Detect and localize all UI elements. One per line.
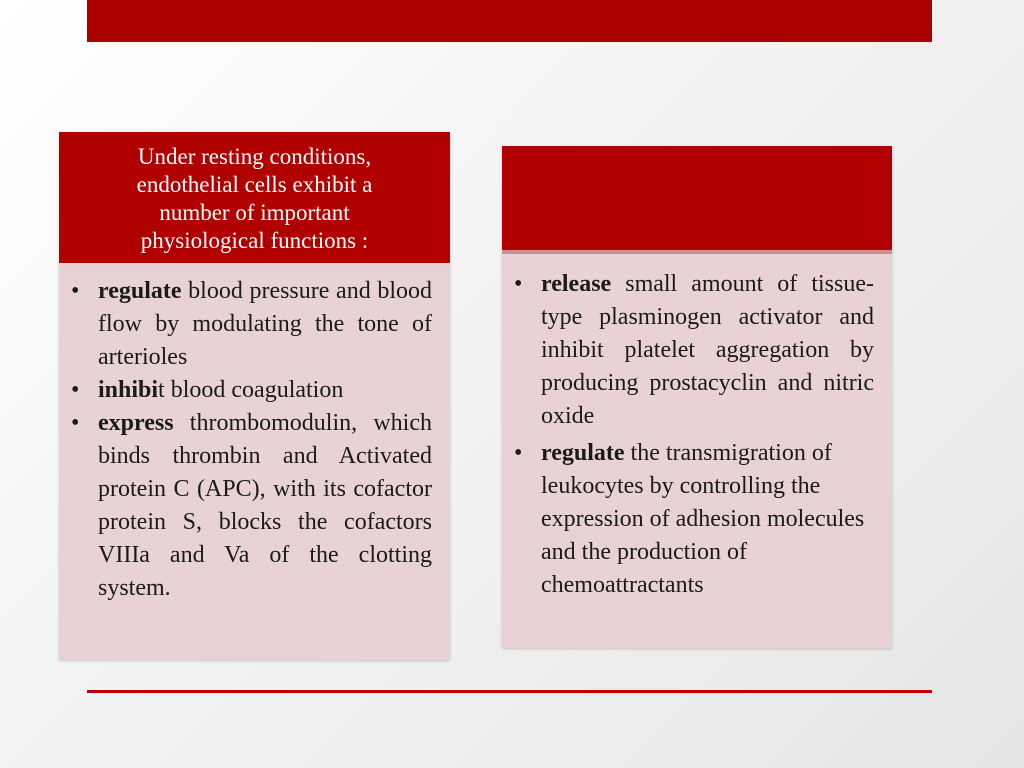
bullet-text: the transmigration of leukocytes by controlling the expression of adhesion molecules and the production of chemoattractants [541,440,865,598]
bullet-text: t blood coagulation [158,377,344,403]
bullet-icon: • [71,377,80,403]
bullet-list [502,254,892,602]
bullet-lead: regulate [98,278,182,304]
bottom-divider [87,690,932,693]
bullet-text: small amount of tissue-type plasminogen activator and inhibit platelet aggregation by producing prostacyclin and nitric oxide [541,271,874,429]
bullet-lead: inhibi [98,377,159,403]
list-item [59,407,432,605]
additional-functions-card [502,146,892,648]
bullet-icon: • [71,410,80,436]
card-heading: Under resting conditions, endothelial cells exhibit a number of important physiological functions : [59,132,450,263]
list-item [502,268,874,433]
top-accent-bar [87,0,932,42]
list-item [502,437,874,602]
bullet-icon: • [514,440,523,466]
bullet-lead: regulate [541,440,625,466]
bullet-list [59,263,450,605]
bullet-icon: • [514,271,523,297]
list-item [59,275,432,374]
bullet-text: blood pressure and blood flow by modulating the tone of arterioles [98,278,432,370]
bullet-lead: release [541,271,612,297]
resting-functions-card [59,132,450,660]
bullet-icon: • [71,278,80,304]
bullet-lead: express [98,410,174,436]
card-heading-empty [502,146,892,254]
bullet-text: thrombomodulin, which binds thrombin and Activated protein C (APC), with its cofactor protein S, blocks the cofactors VIIIa and Va of the clotting system. [98,410,432,601]
list-item [59,374,432,407]
